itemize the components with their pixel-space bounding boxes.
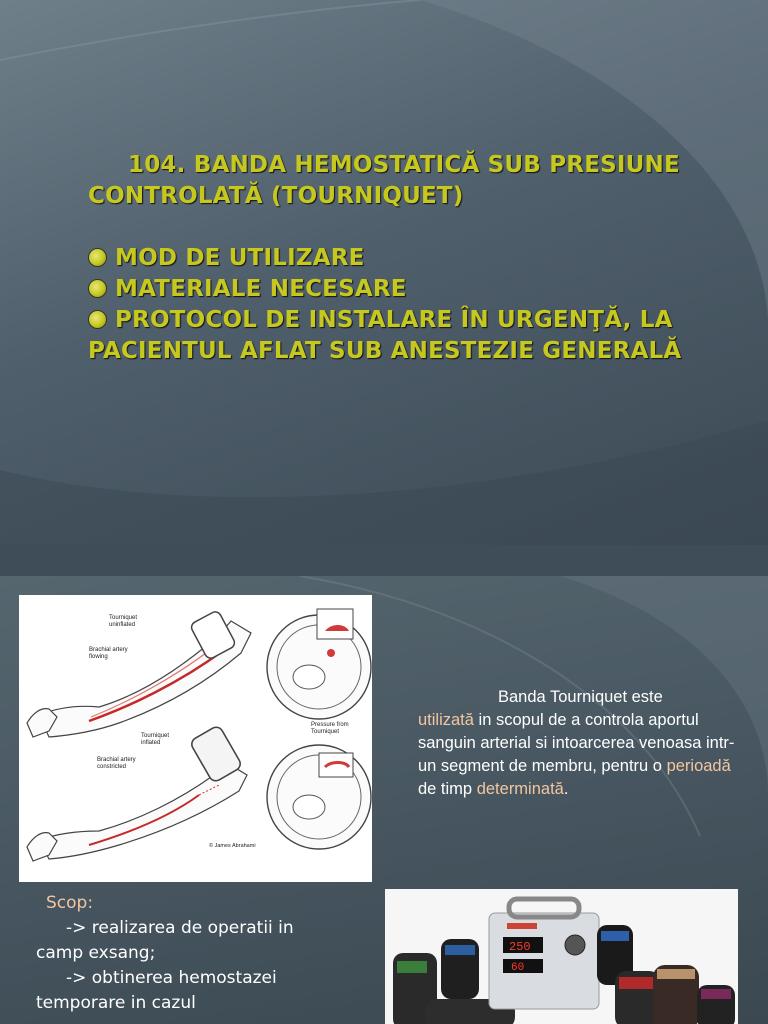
scop-item-1: -> realizarea de operatii in xyxy=(66,918,294,938)
title-line-2: CONTROLATĂ (TOURNIQUET) xyxy=(88,183,464,209)
illustration-credit: © James Abrahami xyxy=(209,843,256,849)
label-pressure-from-tourniquet: Pressure from Tourniquet xyxy=(311,722,349,735)
arm-illustration xyxy=(19,595,372,882)
description-text xyxy=(418,686,748,801)
slide-separator xyxy=(0,545,768,576)
slide-title xyxy=(88,150,708,367)
title-line-1: 104. BANDA HEMOSTATICĂ SUB PRESIUNE xyxy=(128,152,680,178)
bullet-text: MATERIALE NECESARE xyxy=(115,276,407,302)
scop-label: Scop: xyxy=(46,893,94,913)
device-display-2: 60 xyxy=(511,962,525,974)
scop-item-1-cont: camp exsang; xyxy=(36,943,156,963)
tourniquet-device-photo xyxy=(385,889,738,1024)
desc-part-2: in scopul de a controla aportul sanguin arterial si intoarcerea venoasa intr-un segment de membru, pentru o xyxy=(418,711,735,775)
desc-part-1: Banda Tourniquet este xyxy=(498,688,663,706)
desc-part-4: . xyxy=(563,780,569,798)
scop-item-2-cont: temporare in cazul xyxy=(36,993,196,1013)
device-illustration xyxy=(385,889,738,1024)
desc-part-3: de timp xyxy=(418,780,477,798)
swirl-bullet-icon xyxy=(88,310,107,329)
label-tourniquet-inflated: Tourniquet inflated xyxy=(141,733,170,746)
device-display-1: 250 xyxy=(509,940,531,954)
bullet-item-3 xyxy=(88,305,708,336)
bullet-text: PROTOCOL DE INSTALARE ÎN URGENŢĂ, LA xyxy=(115,307,673,333)
label-tourniquet-uninflated: Tourniquet uninflated xyxy=(109,615,138,628)
desc-highlight-determined: determinată xyxy=(476,780,564,798)
swirl-bullet-icon xyxy=(88,279,107,298)
scop-section xyxy=(36,891,356,1016)
tourniquet-diagram xyxy=(19,595,372,882)
bullet-text: MOD DE UTILIZARE xyxy=(115,245,365,271)
bullet-item-2 xyxy=(88,274,708,305)
label-brachial-constricted: Brachial artery constricted xyxy=(97,757,136,770)
content-slide xyxy=(0,576,768,1024)
bullet-item-1 xyxy=(88,243,708,274)
desc-highlight-used: utilizată xyxy=(418,711,474,729)
bullet-item-3-cont: PACIENTUL AFLAT SUB ANESTEZIE GENERALĂ xyxy=(88,338,682,364)
desc-highlight-period: perioadă xyxy=(666,757,731,775)
label-brachial-flowing: Brachial artery flowing xyxy=(89,647,128,660)
scop-item-2: -> obtinerea hemostazei xyxy=(66,968,277,988)
swirl-bullet-icon xyxy=(88,248,107,267)
